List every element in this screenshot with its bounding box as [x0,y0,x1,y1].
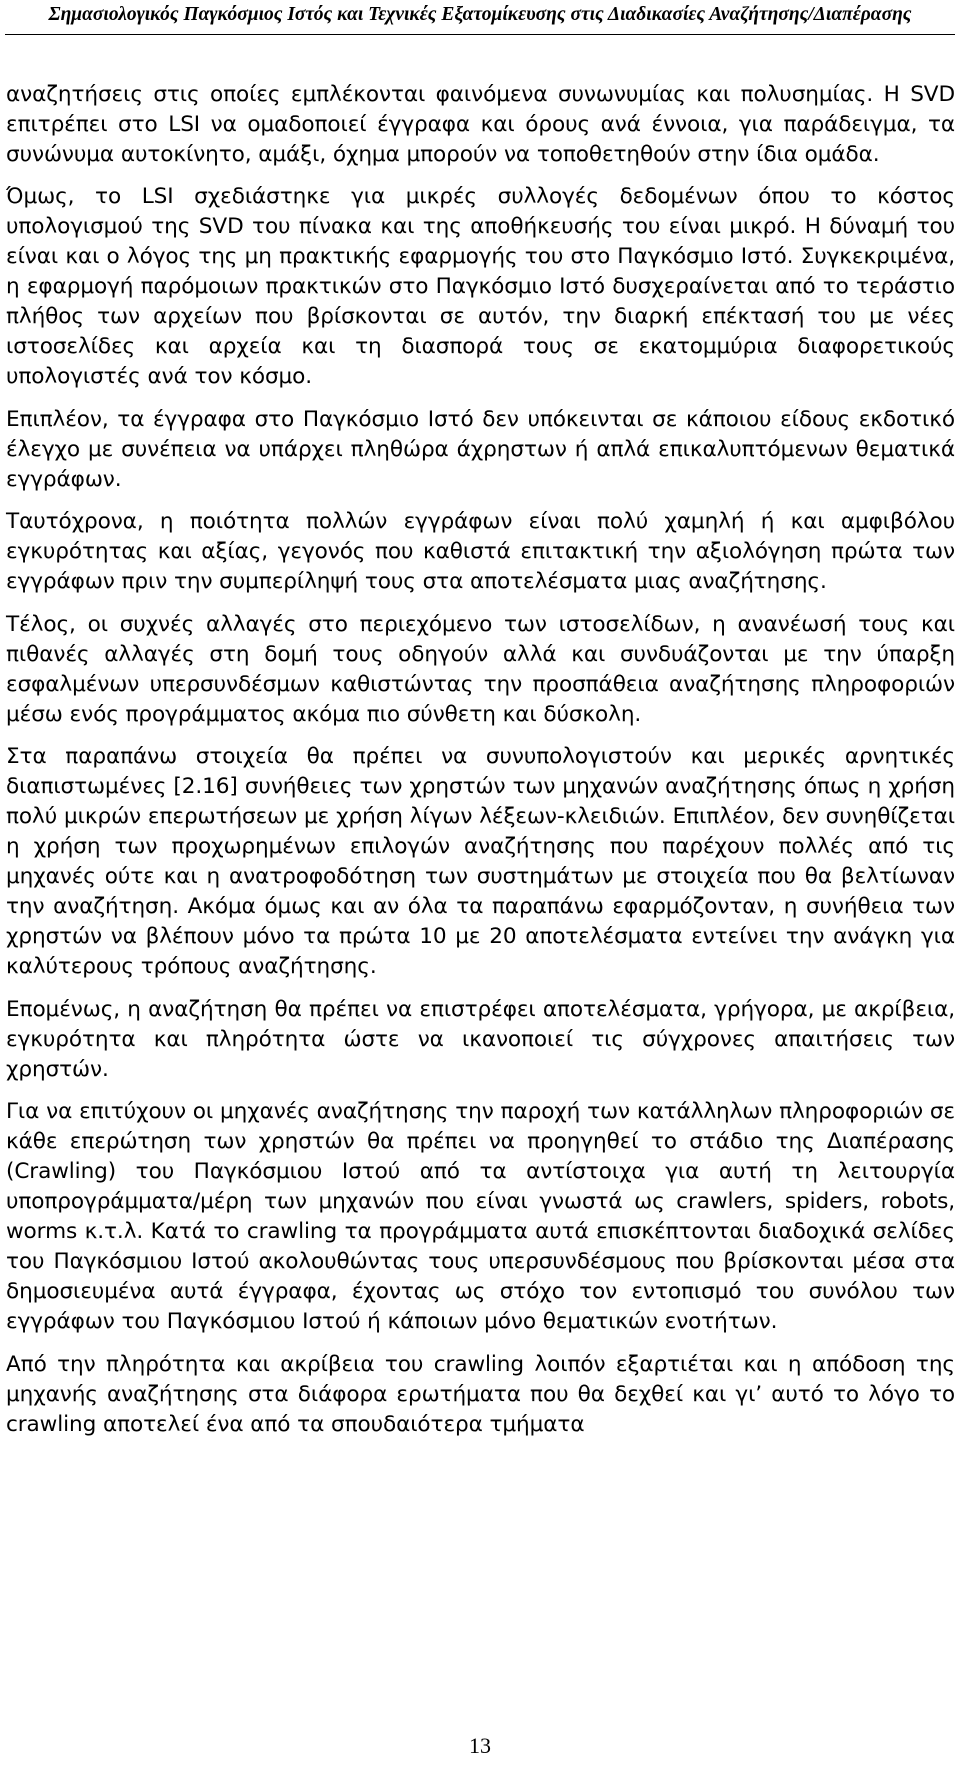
body-text [6,80,955,1452]
running-header: Σημασιολογικός Παγκόσμιος Ιστός και Τεχνικές Εξατομίκευσης στις Διαδικασίες Αναζήτησης/Διαπέρασης [48,4,912,25]
paragraph: Επομένως, η αναζήτηση θα πρέπει να επιστρέφει αποτελέσματα, γρήγορα, με ακρίβεια, εγκυρότητα και πληρότητα ώστε να ικανοποιεί τις σύγχρονες απαιτήσεις των χρηστών. [6,996,955,1082]
paragraph: Ταυτόχρονα, η ποιότητα πολλών εγγράφων είναι πολύ χαμηλή ή και αμφιβόλου εγκυρότητας και αξίας, γεγονός που καθιστά επιτακτική την αξιολόγηση πρώτα των εγγράφων πριν την συμπερίληψή τους στα αποτελέσματα μιας αναζήτησης. [6,509,955,594]
paragraph: Στα παραπάνω στοιχεία θα πρέπει να συνυπολογιστούν και μερικές αρνητικές διαπιστωμένες [2.16] συνήθειες των χρηστών των μηχανών αναζήτησης όπως η χρήση πολύ μικρών επερωτήσεων με χρήση λίγων λέξεων-κλειδιών. Επιπλέον, δεν συνηθίζεται η χρήση των προχωρημένων επιλογών αναζήτησης που παρέχουν πολλές από τις μηχανές ούτε και η ανατροφοδότηση των συστημάτων με στοιχεία που θα βελτίωναν την αναζήτηση. Ακόμα όμως και αν όλα τα παραπάνω εφαρμόζονταν, η συνήθεια των χρηστών να βλέπουν μόνο τα πρώτα 10 με 20 αποτελέσματα εντείνει την ανάγκη για καλύτερους τρόπους αναζήτησης. [6,744,955,979]
header-rule [5,34,955,35]
page-number: 13 [469,1733,491,1758]
paragraph: Για να επιτύχουν οι μηχανές αναζήτησης την παροχή των κατάλληλων πληροφοριών σε κάθε επερώτηση των χρηστών θα πρέπει να προηγηθεί το στάδιο της Διαπέρασης (Crawling) του Παγκόσμιου Ιστού από τα αντίστοιχα για αυτή τη λειτουργία υποπρογράμματα/μέρη των μηχανών που είναι γνωστά ως crawlers, spiders, robots, worms κ.τ.λ. Κατά το crawling τα προγράμματα αυτά επισκέπτονται διαδοχικά σελίδες του Παγκόσμιου Ιστού ακολουθώντας τους υπερσυνδέσμους που βρίσκονται μέσα στα δημοσιευμένα αυτά έγγραφα, έχοντας ως στόχο τον εντοπισμό του συνόλου των εγγράφων του Παγκόσμιου Ιστού ή κάποιων μόνο θεματικών ενοτήτων. [6,1099,955,1334]
paragraph: Από την πληρότητα και ακρίβεια του crawling λοιπόν εξαρτιέται και η απόδοση της μηχανής αναζήτησης στα διάφορα ερωτήματα που θα δεχθεί και γι’ αυτό το λόγο το crawling αποτελεί ένα από τα σπουδαιότερα τμήματα [6,1351,955,1437]
paragraph: Επιπλέον, τα έγγραφα στο Παγκόσμιο Ιστό δεν υπόκεινται σε κάποιου είδους εκδοτικό έλεγχο με συνέπεια να υπάρχει πληθώρα άχρηστων ή απλά επικαλυπτόμενων θεματικά εγγράφων. [6,406,955,492]
paragraph: Τέλος, οι συχνές αλλαγές στο περιεχόμενο των ιστοσελίδων, η ανανέωσή τους και πιθανές αλλαγές στη δομή τους οδηγούν αλλά και συνδυάζονται με την ύπαρξη εσφαλμένων υπερσυνδέσμων καθιστώντας την προσπάθεια αναζήτησης πληροφοριών μέσω ενός προγράμματος ακόμα πιο σύνθετη και δύσκολη. [6,611,955,727]
paragraph: Όμως, το LSI σχεδιάστηκε για μικρές συλλογές δεδομένων όπου το κόστος υπολογισμού της SVD του πίνακα και της αποθήκευσής του είναι μικρό. Η δύναμή του είναι και ο λόγος της μη πρακτικής εφαρμογής του στο Παγκόσμιο Ιστό. Συγκεκριμένα, η εφαρμογή παρόμοιων πρακτικών στο Παγκόσμιο Ιστό δυσχεραίνεται από το τεράστιο πλήθος των αρχείων που βρίσκονται σε αυτόν, την διαρκή επέκτασή του με νέες ιστοσελίδες και αρχεία και τη διασπορά τους σε εκατομμύρια διαφορετικούς υπολογιστές ανά τον κόσμο. [6,184,955,389]
paragraph: αναζητήσεις στις οποίες εμπλέκονται φαινόμενα συνωνυμίας και πολυσημίας. Η SVD επιτρέπει στο LSI να ομαδοποιεί έγγραφα και όρους ανά έννοια, για παράδειγμα, τα συνώνυμα αυτοκίνητο, αμάξι, όχημα μπορούν να τοποθετηθούν στην ίδια ομάδα. [6,82,955,167]
